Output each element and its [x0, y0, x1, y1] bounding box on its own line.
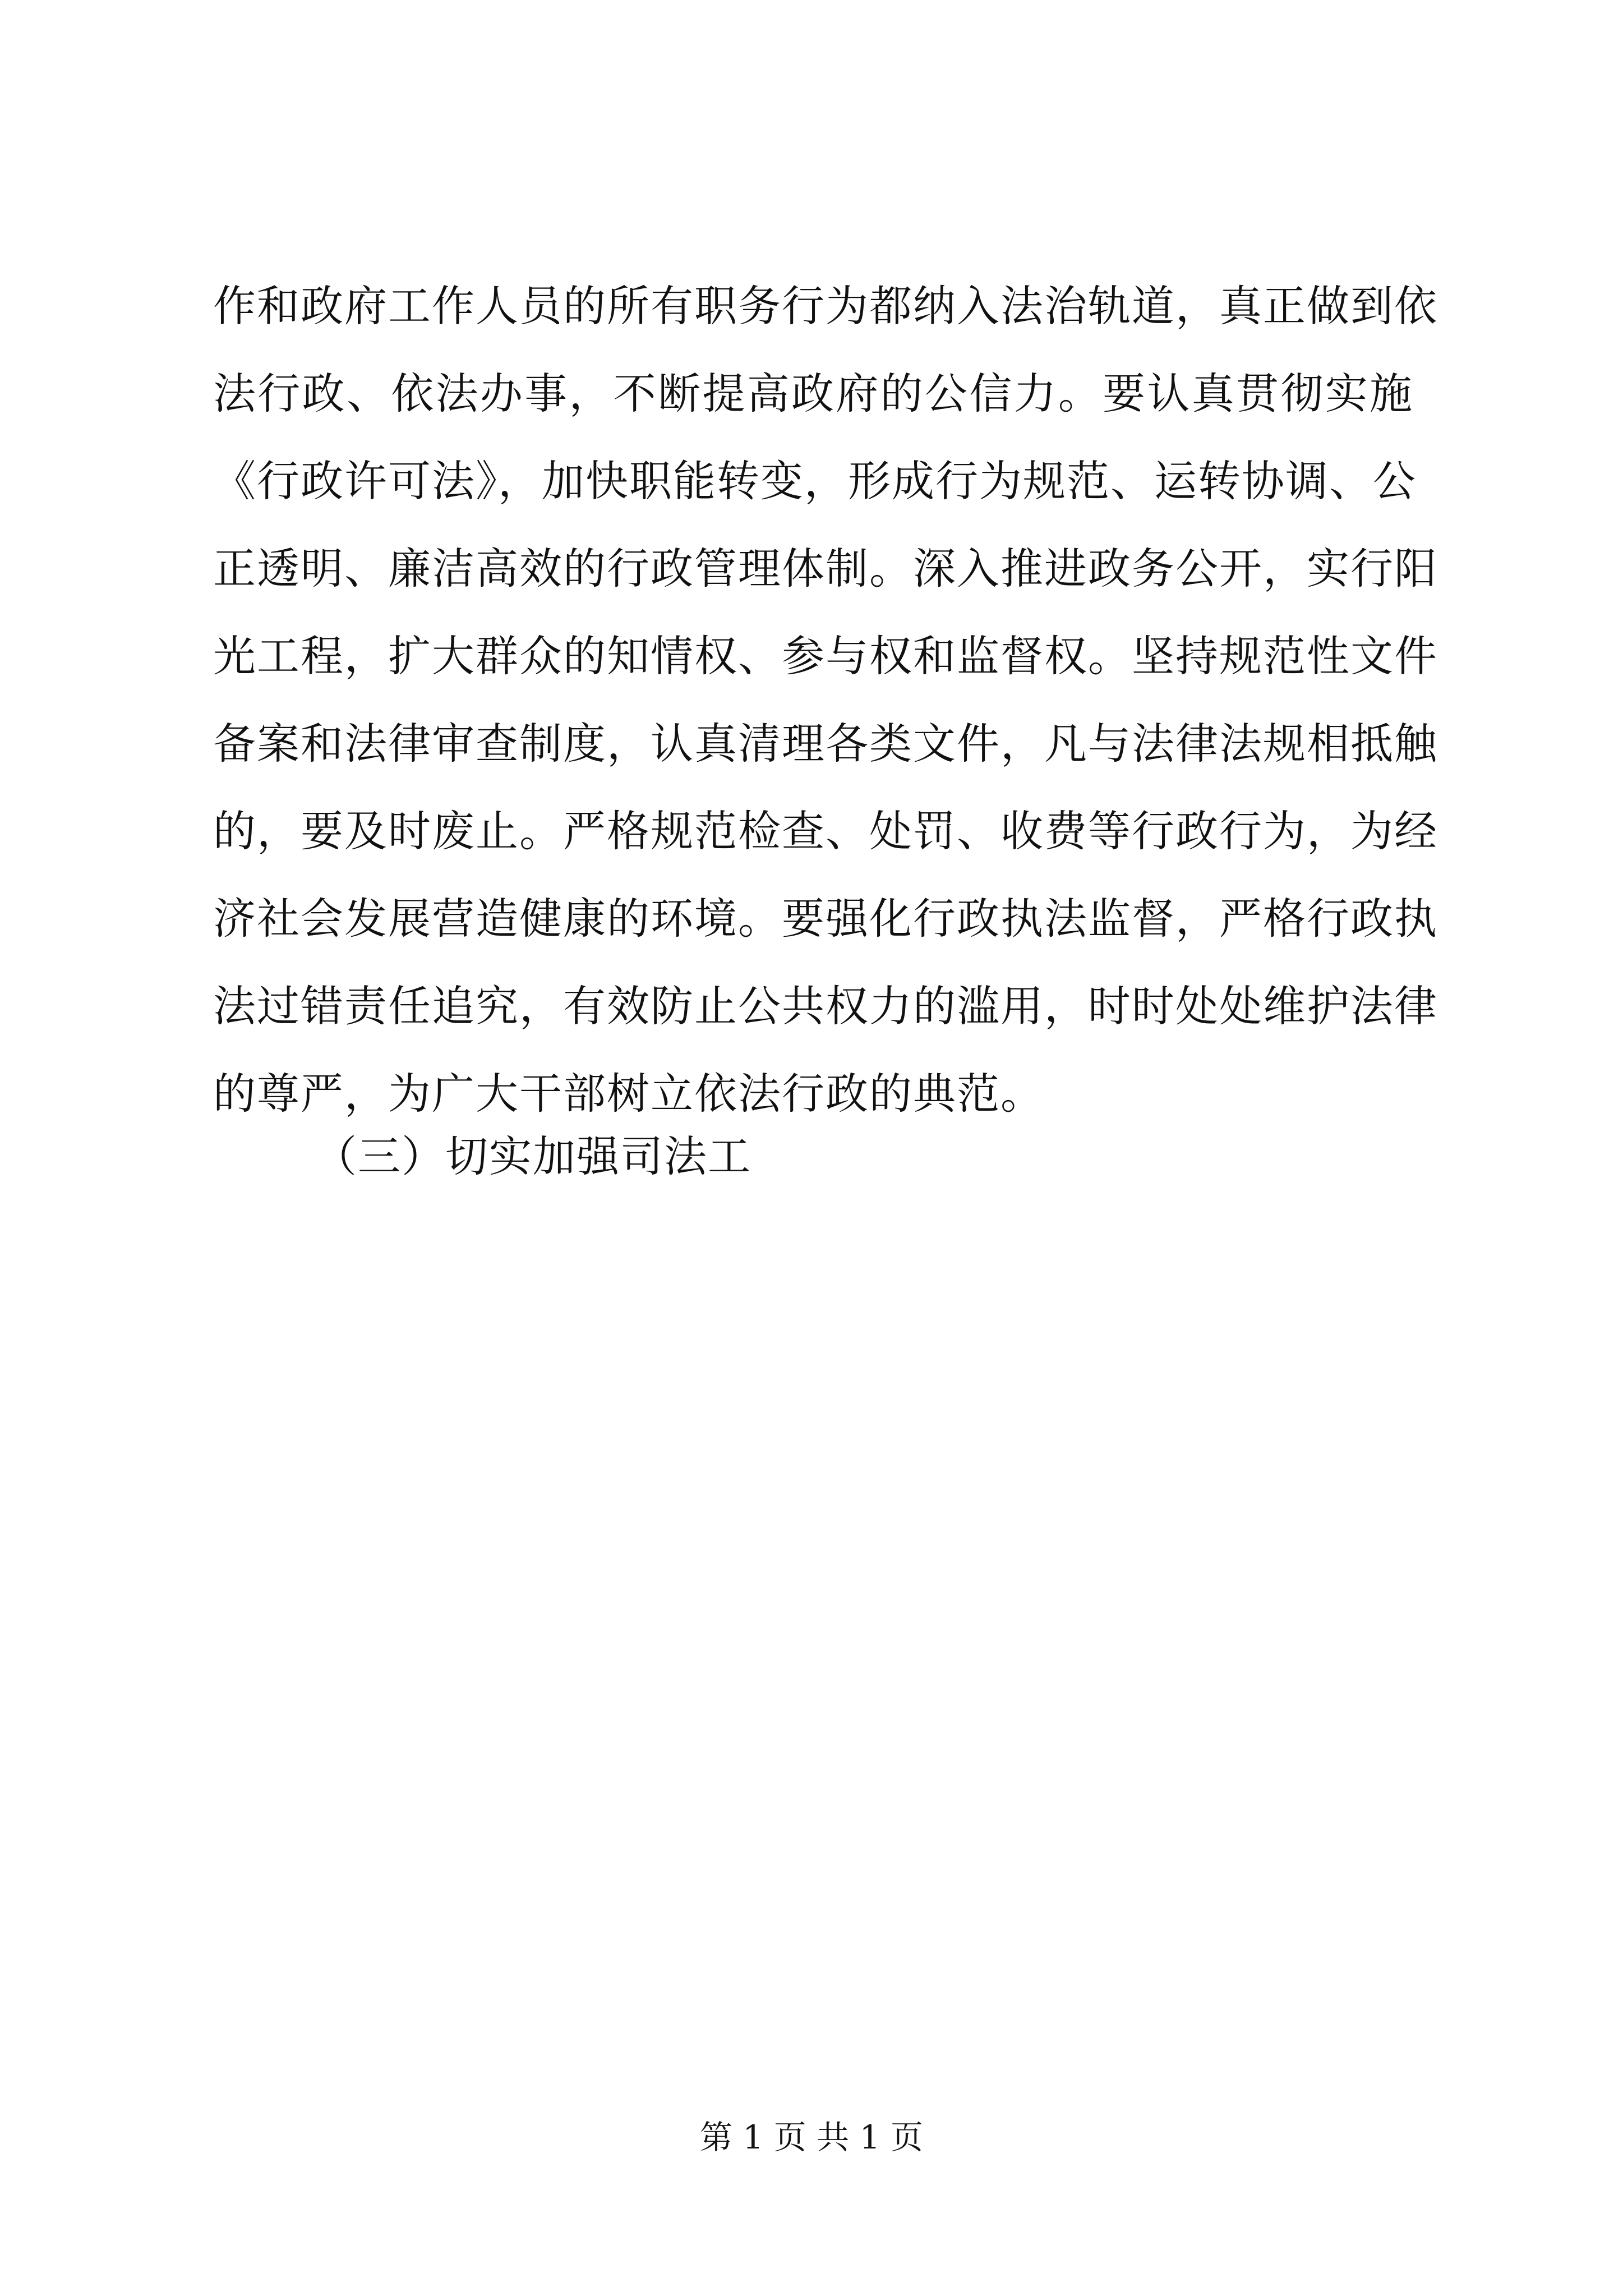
paragraph-line: 作和政府工作人员的所有职务行为都纳入法治轨道，真正做到依	[213, 281, 1438, 331]
paragraph-line: 备案和法律审查制度，认真清理各类文件，凡与法律法规相抵触	[213, 719, 1438, 769]
body-paragraph	[213, 263, 1438, 1138]
section-heading: （三）切实加强司法工	[314, 1131, 751, 1181]
paragraph-line: 法过错责任追究，有效防止公共权力的滥用，时时处处维护法律	[213, 981, 1438, 1031]
paragraph-line: 的尊严，为广大干部树立依法行政的典范。	[213, 1069, 1044, 1119]
paragraph-line: 正透明、廉洁高效的行政管理体制。深入推进政务公开，实行阳	[213, 544, 1438, 593]
paragraph-line: 光工程，扩大群众的知情权、参与权和监督权。坚持规范性文件	[213, 631, 1438, 681]
paragraph-line: 济社会发展营造健康的环境。要强化行政执法监督，严格行政执	[213, 894, 1438, 944]
paragraph-line: 法行政、依法办事，不断提高政府的公信力。要认真贯彻实施	[213, 369, 1413, 418]
paragraph-line: 《行政许可法》，加快职能转变，形成行为规范、运转协调、公	[213, 456, 1417, 506]
paragraph-line: 的，要及时废止。严格规范检查、处罚、收费等行政行为，为经	[213, 806, 1438, 856]
page-number-footer: 第 1 页 共 1 页	[700, 2118, 923, 2156]
